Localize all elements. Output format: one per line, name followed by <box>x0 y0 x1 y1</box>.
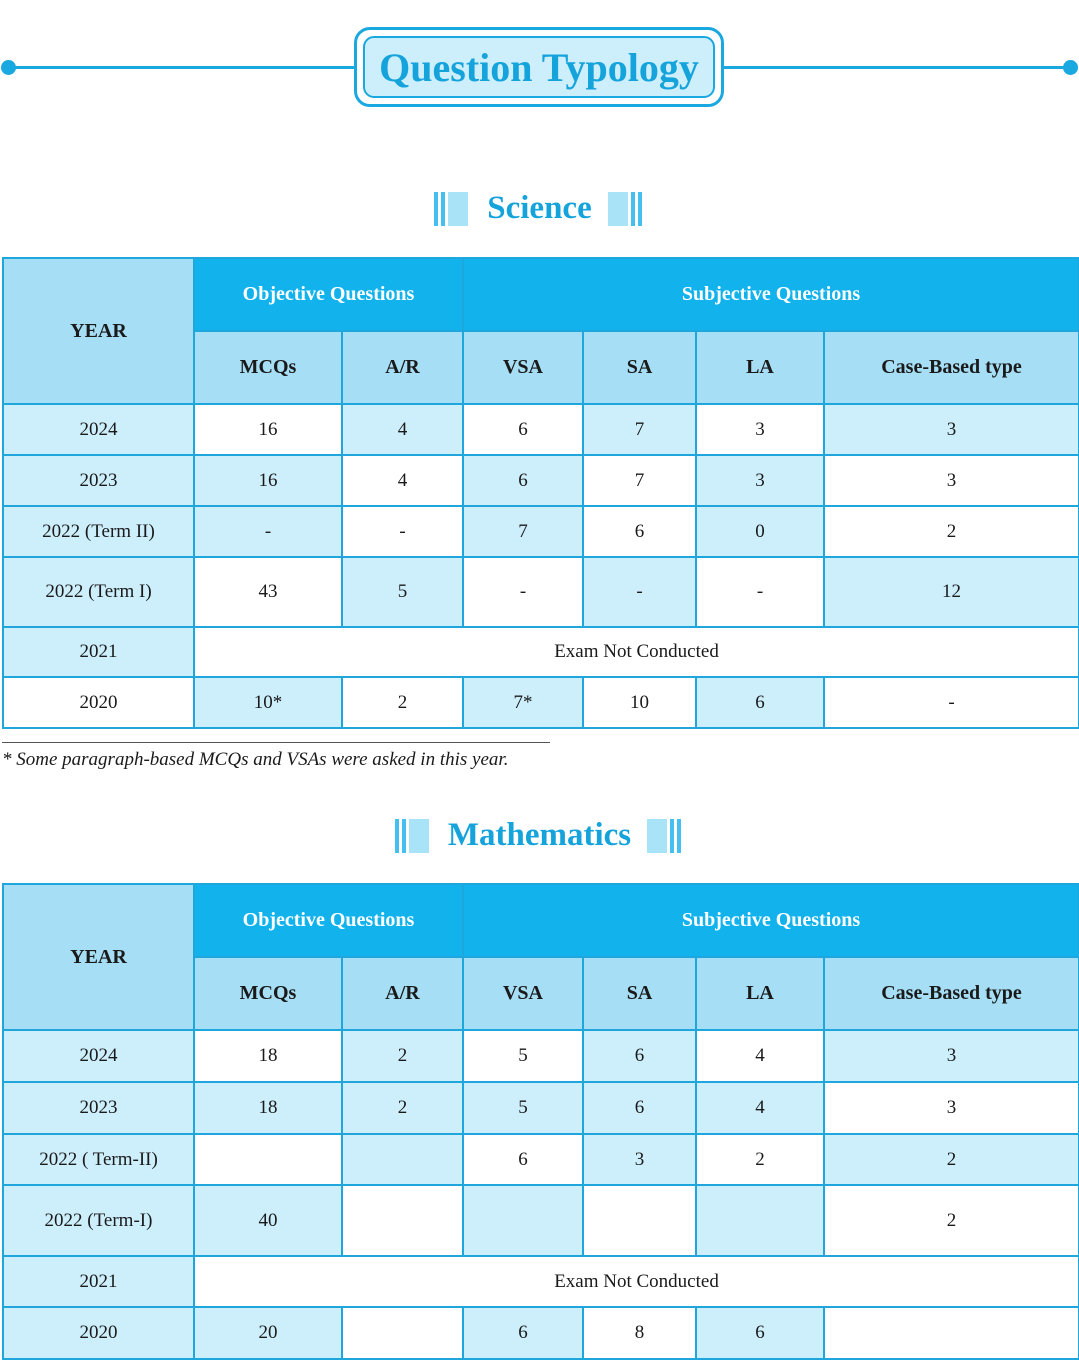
heading-bars-right <box>647 819 684 853</box>
year-cell: 2022 (Term-I) <box>3 1185 194 1256</box>
cell-ar: 2 <box>342 1030 463 1082</box>
cell-sa <box>583 1185 696 1256</box>
objective-questions-header: Objective Questions <box>194 884 463 957</box>
cell-la: 6 <box>696 677 824 728</box>
year-cell: 2020 <box>3 677 194 728</box>
cell-mcqs: 40 <box>194 1185 342 1256</box>
science-heading-text: Science <box>487 190 592 226</box>
cell-la: 4 <box>696 1082 824 1134</box>
subjective-questions-header: Subjective Questions <box>463 884 1079 957</box>
cell-mcqs: 10* <box>194 677 342 728</box>
year-cell: 2020 <box>3 1307 194 1359</box>
year-cell: 2022 (Term I) <box>3 557 194 627</box>
table-row <box>3 1082 1079 1134</box>
page-title: Question Typology <box>363 36 715 98</box>
cell-vsa: 6 <box>463 1134 583 1185</box>
mathematics-heading <box>0 817 1079 854</box>
cell-case-based: 2 <box>824 1134 1079 1185</box>
cell-la: - <box>696 557 824 627</box>
cell-sa: 7 <box>583 404 696 455</box>
year-header: YEAR <box>3 884 194 1030</box>
exam-not-conducted-cell: Exam Not Conducted <box>194 627 1079 677</box>
table-row <box>3 404 1079 455</box>
year-cell: 2022 ( Term-II) <box>3 1134 194 1185</box>
mathematics-table <box>2 883 1079 1360</box>
cell-vsa: - <box>463 557 583 627</box>
table-row <box>3 677 1079 728</box>
col-header-case-based: Case-Based type <box>824 957 1079 1030</box>
cell-case-based: - <box>824 677 1079 728</box>
cell-la: 4 <box>696 1030 824 1082</box>
heading-bars-left <box>395 819 432 853</box>
title-rule-left <box>8 66 356 69</box>
title-rule-dot-left <box>1 60 16 75</box>
cell-sa: 6 <box>583 1082 696 1134</box>
cell-vsa <box>463 1185 583 1256</box>
subjective-questions-header: Subjective Questions <box>463 258 1079 331</box>
year-cell: 2021 <box>3 1256 194 1307</box>
cell-ar: - <box>342 506 463 557</box>
col-header-sa: SA <box>583 957 696 1030</box>
cell-case-based: 3 <box>824 1082 1079 1134</box>
cell-la: 6 <box>696 1307 824 1359</box>
table-row <box>3 455 1079 506</box>
cell-la: 3 <box>696 455 824 506</box>
cell-mcqs: 18 <box>194 1030 342 1082</box>
page-title-box <box>354 27 724 107</box>
objective-questions-header: Objective Questions <box>194 258 463 331</box>
cell-ar: 5 <box>342 557 463 627</box>
cell-case-based: 12 <box>824 557 1079 627</box>
cell-vsa: 7 <box>463 506 583 557</box>
table-row <box>3 1030 1079 1082</box>
cell-case-based: 3 <box>824 455 1079 506</box>
cell-vsa: 6 <box>463 1307 583 1359</box>
cell-case-based <box>824 1307 1079 1359</box>
table-row <box>3 506 1079 557</box>
heading-bars-left <box>434 192 471 226</box>
table-row <box>3 1307 1079 1359</box>
col-header-vsa: VSA <box>463 331 583 404</box>
table-row <box>3 1134 1079 1185</box>
cell-vsa: 7* <box>463 677 583 728</box>
cell-ar: 4 <box>342 455 463 506</box>
cell-mcqs: 43 <box>194 557 342 627</box>
year-cell: 2024 <box>3 404 194 455</box>
col-header-vsa: VSA <box>463 957 583 1030</box>
cell-vsa: 6 <box>463 455 583 506</box>
cell-sa: - <box>583 557 696 627</box>
cell-la: 2 <box>696 1134 824 1185</box>
cell-sa: 3 <box>583 1134 696 1185</box>
year-cell: 2024 <box>3 1030 194 1082</box>
col-header-mcqs: MCQs <box>194 331 342 404</box>
cell-ar: 2 <box>342 677 463 728</box>
col-header-la: LA <box>696 957 824 1030</box>
cell-vsa: 5 <box>463 1030 583 1082</box>
cell-mcqs: 16 <box>194 404 342 455</box>
mathematics-heading-text: Mathematics <box>447 817 632 853</box>
cell-mcqs: 18 <box>194 1082 342 1134</box>
year-cell: 2023 <box>3 455 194 506</box>
col-header-case-based: Case-Based type <box>824 331 1079 404</box>
cell-la <box>696 1185 824 1256</box>
year-header: YEAR <box>3 258 194 404</box>
col-header-sa: SA <box>583 331 696 404</box>
cell-vsa: 5 <box>463 1082 583 1134</box>
year-cell: 2021 <box>3 627 194 677</box>
cell-mcqs: - <box>194 506 342 557</box>
table-row <box>3 627 1079 677</box>
year-cell: 2023 <box>3 1082 194 1134</box>
cell-case-based: 3 <box>824 1030 1079 1082</box>
science-heading <box>0 190 1079 227</box>
col-header-ar: A/R <box>342 957 463 1030</box>
cell-mcqs: 16 <box>194 455 342 506</box>
exam-not-conducted-cell: Exam Not Conducted <box>194 1256 1079 1307</box>
cell-sa: 6 <box>583 1030 696 1082</box>
cell-vsa: 6 <box>463 404 583 455</box>
cell-case-based: 2 <box>824 1185 1079 1256</box>
cell-mcqs <box>194 1134 342 1185</box>
cell-ar: 2 <box>342 1082 463 1134</box>
cell-ar <box>342 1134 463 1185</box>
table-row <box>3 557 1079 627</box>
cell-ar: 4 <box>342 404 463 455</box>
table-row <box>3 1256 1079 1307</box>
col-header-la: LA <box>696 331 824 404</box>
cell-sa: 7 <box>583 455 696 506</box>
title-rule-dot-right <box>1063 60 1078 75</box>
cell-case-based: 3 <box>824 404 1079 455</box>
cell-sa: 10 <box>583 677 696 728</box>
table-row <box>3 1185 1079 1256</box>
cell-sa: 6 <box>583 506 696 557</box>
cell-sa: 8 <box>583 1307 696 1359</box>
cell-la: 0 <box>696 506 824 557</box>
cell-ar <box>342 1307 463 1359</box>
cell-la: 3 <box>696 404 824 455</box>
cell-mcqs: 20 <box>194 1307 342 1359</box>
science-table <box>2 257 1079 729</box>
cell-ar <box>342 1185 463 1256</box>
title-rule-right <box>722 66 1070 69</box>
col-header-mcqs: MCQs <box>194 957 342 1030</box>
heading-bars-right <box>608 192 645 226</box>
year-cell: 2022 (Term II) <box>3 506 194 557</box>
cell-case-based: 2 <box>824 506 1079 557</box>
col-header-ar: A/R <box>342 331 463 404</box>
science-footnote: * Some paragraph-based MCQs and VSAs were asked in this year. <box>2 742 550 771</box>
